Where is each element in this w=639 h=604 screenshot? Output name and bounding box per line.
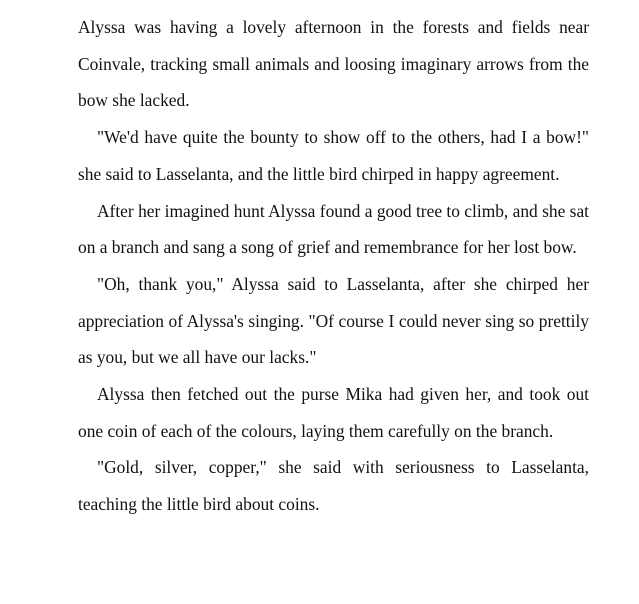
paragraph: Alyssa was having a lovely afternoon in the forests and fields near Coinvale, tracking small animals and loosing imaginary arrows from the bow she lacked.	[78, 17, 589, 111]
paragraph: "Gold, silver, copper," she said with seriousness to Lasselanta, teaching the little bird about coins.	[78, 457, 589, 515]
paragraph: After her imagined hunt Alyssa found a good tree to climb, and she sat on a branch and sang a song of grief and remembrance for her lost bow.	[78, 200, 589, 258]
paragraph: "We'd have quite the bounty to show off to the others, had I a bow!" she said to Lasselanta, and the little bird chirped in happy agreement.	[78, 127, 589, 184]
paragraph: "Oh, thank you," Alyssa said to Lasselanta, after she chirped her appreciation of Alyssa's singing. "Of course I could never sing so prettily as you, but we all have our lacks."	[78, 273, 589, 368]
paragraph: Alyssa then fetched out the purse Mika had given her, and took out one coin of each of the colours, laying them carefully on the branch.	[78, 384, 589, 441]
document-page	[78, 9, 589, 523]
